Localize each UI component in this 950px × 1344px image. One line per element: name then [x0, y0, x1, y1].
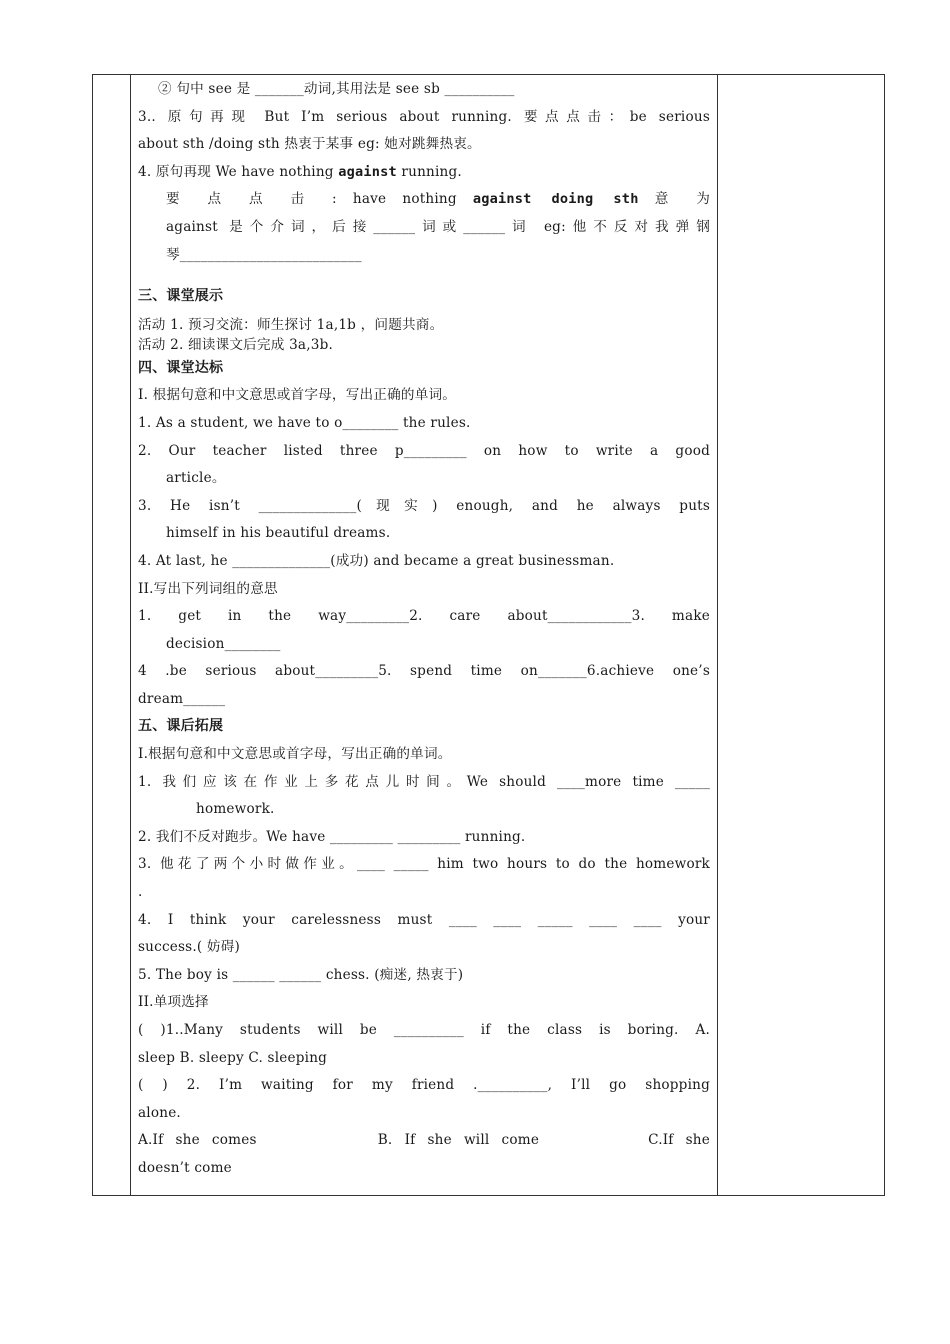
text-line: ② 句中 see 是 _______动词,其用法是 see sb __________: [158, 81, 515, 97]
keyword-against: against: [338, 163, 397, 180]
text-line: 3. He isn’t ______________(现实) enough, and he always puts: [138, 497, 710, 514]
text-line: dream______: [138, 690, 226, 707]
column-divider-left: [130, 74, 131, 1196]
text-line: 3.. 原句再现 But I’m serious about running. 要点点击：be serious: [138, 108, 710, 125]
text-line: 4. 原句再现 We have nothing against running.: [138, 163, 462, 180]
keyword-phrase: against doing sth: [472, 191, 639, 208]
text-line: 4 .be serious about_________5. spend time on_______6.achieve one’s: [138, 663, 710, 680]
text-line: 活动 2. 细读课文后完成 3a,3b.: [138, 336, 334, 353]
section-heading: 五、课后拓展: [138, 718, 224, 735]
text-line: decision________: [166, 635, 281, 652]
text-line: 1. As a student, we have to o________ the rules.: [138, 414, 471, 431]
text-line: 活动 1. 预习交流：师生探讨 1a,1b ，问题共商。: [138, 316, 444, 333]
text-line: against 是个介词，后接______词或______词 eg:他不反对我弹钢: [166, 218, 710, 235]
text-line: A.If she comes B. If she will come C.If she: [138, 1132, 710, 1149]
text-line: 4. I think your carelessness must ____ ____ _____ ____ ____ your: [138, 911, 710, 928]
text-line: 3. 他花了两个小时做作业。____ _____ him two hours to do the homework: [138, 856, 710, 873]
text-line: 4. At last, he ______________(成功) and became a great businessman.: [138, 552, 615, 569]
text-line: II.单项选择: [138, 994, 209, 1011]
text-line: 琴__________________________: [166, 246, 362, 263]
text-line: .: [138, 884, 143, 901]
text-line: I.根据句意和中文意思或首字母，写出正确的单词。: [138, 746, 452, 763]
text-line: 1. 我们应该在作业上多花点儿时间。We should ____more time _____: [138, 773, 710, 790]
section-heading: 三、课堂展示: [138, 288, 224, 305]
text-line: 1. get in the way_________2. care about____________3. make: [138, 608, 710, 625]
text-line: himself in his beautiful dreams.: [166, 525, 391, 542]
text-line: homework.: [196, 801, 275, 818]
column-divider-right: [717, 74, 718, 1196]
text-line: I. 根据句意和中文意思或首字母，写出正确的单词。: [138, 387, 457, 404]
text-line: sleep B. sleepy C. sleeping: [138, 1049, 328, 1066]
text-line: article。: [166, 470, 226, 487]
text-line: 要 点 点 击 : have nothing against doing sth 意 为: [166, 191, 710, 208]
text-line: II.写出下列词组的意思: [138, 580, 278, 597]
section-heading: 四、课堂达标: [138, 359, 224, 376]
text-line: success.( 妨碍): [138, 939, 240, 956]
text-line: ( )1..Many students will be __________ if the class is boring. A.: [138, 1022, 710, 1038]
text-line: 5. The boy is ______ ______ chess. (痴迷, 热衷于): [138, 966, 464, 983]
text-line: 2. 我们不反对跑步。We have _________ _________ running.: [138, 828, 526, 845]
text-line: alone.: [138, 1104, 181, 1121]
text-line: 2. Our teacher listed three p_________ on how to write a good: [138, 442, 710, 459]
main-content-cell: [138, 76, 710, 1183]
text-line: ( ) 2. I’m waiting for my friend .__________, I’ll go shopping: [138, 1077, 710, 1094]
text-line: about sth /doing sth 热衷于某事 eg: 她对跳舞热衷。: [138, 136, 481, 153]
text-line: doesn’t come: [138, 1159, 232, 1176]
